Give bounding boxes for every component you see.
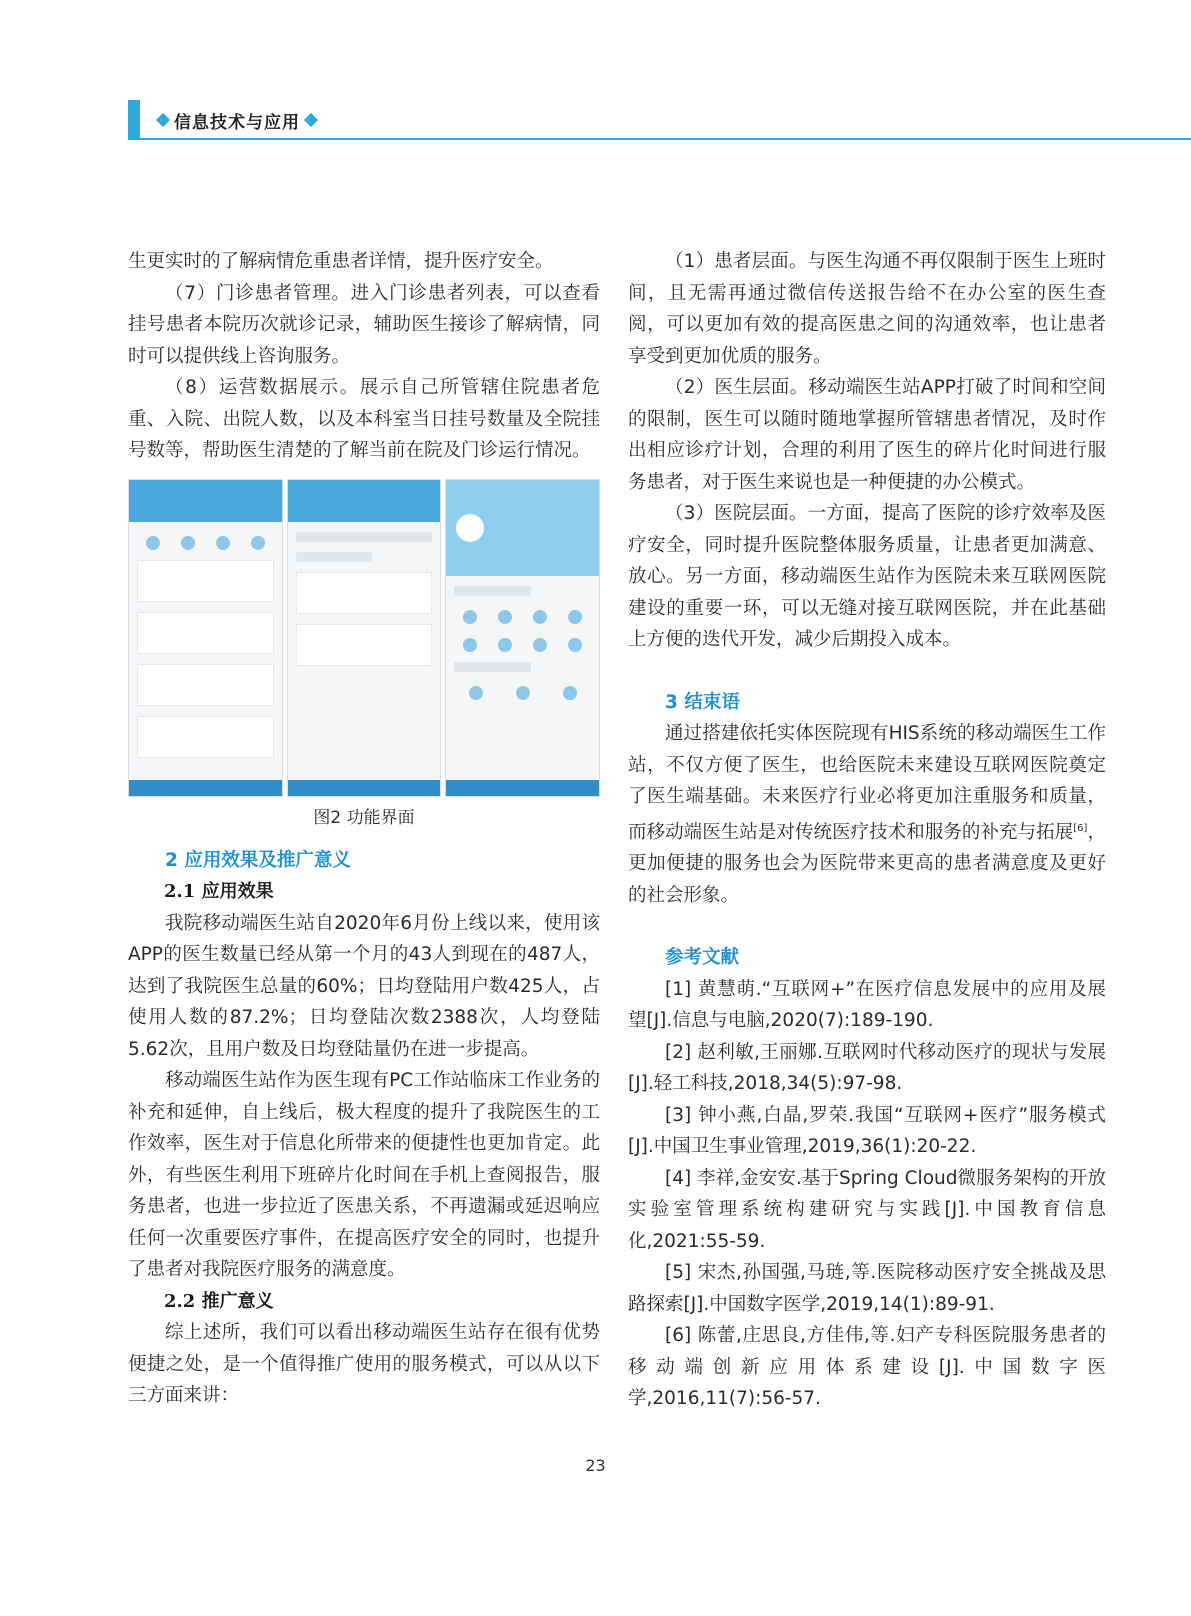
paragraph: 我院移动端医生站自2020年6月份上线以来，使用该APP的医生数量已经从第一个月的43人到现在的487人，达到了我院医生总量的60%；日均登陆用户数425人，占使用人数的87.2%；日均登陆次数2388次，人均登陆5.62次，且用户数及日均登陆量仍在进一步提高。	[128, 912, 600, 1060]
function-icon	[533, 638, 547, 652]
shortcut-icon	[146, 536, 160, 550]
reference-item: [5] 宋杰,孙国强,马琏,等.医院移动医疗安全挑战及思路探索[J].中国数字医学,2019,14(1):89-91.	[628, 1262, 1106, 1315]
reference-item: [2] 赵利敏,王丽娜.互联网时代移动医疗的现状与发展[J].轻工科技,2018,34(5):97-98.	[628, 1041, 1106, 1095]
function-icon	[463, 610, 477, 624]
figure-caption: 图2 功能界面	[313, 807, 415, 828]
reference-item: [6] 陈蕾,庄思良,方佳伟,等.妇产专科医院服务患者的移动端创新应用体系建设[J].中国数字医学,2016,11(7):56-57.	[628, 1325, 1106, 1410]
shortcut-icon	[181, 536, 195, 550]
subsection-heading: 2.2 推广意义	[164, 1290, 274, 1312]
patient-card	[296, 624, 433, 666]
citation-mark: [6]	[1073, 822, 1088, 834]
function-icon	[469, 686, 483, 700]
avatar	[456, 514, 484, 542]
stat-card	[137, 560, 274, 602]
function-icons	[452, 610, 593, 624]
function-icon	[568, 610, 582, 624]
paragraph: 综上述所，我们可以看出移动端医生站存在很有优势便捷之处，是一个值得推广使用的服务模式，可以从以下三方面来讲：	[128, 1322, 600, 1406]
section-heading: 3 结束语	[665, 691, 740, 713]
header-title-wrap	[152, 106, 322, 134]
stat-card	[137, 612, 274, 654]
paragraph: （7）门诊患者管理。进入门诊患者列表，可以查看挂号患者本院历次就诊记录，辅助医生接诊了解病情，同时可以提供线上咨询服务。	[128, 282, 600, 367]
shortcut-icon	[251, 536, 265, 550]
phone-screen-profile	[445, 479, 600, 797]
diamond-icon	[156, 113, 170, 127]
subsection-heading: 2.1 应用效果	[164, 881, 274, 902]
patient-card	[296, 572, 433, 614]
paragraph: 生更实时的了解病情危重患者详情，提升医疗安全。	[128, 251, 554, 272]
paragraph	[628, 718, 1106, 911]
function-icons	[452, 686, 593, 700]
reference-item: [4] 李祥,金安安.基于Spring Cloud微服务架构的开放实验室管理系统构建研究与实践[J].中国教育信息化,2021:55-59.	[628, 1167, 1106, 1252]
paragraph: 移动端医生站作为医生现有PC工作站临床工作业务的补充和延伸，自上线后，极大程度的提升了我院医生的工作效率，医生对于信息化所带来的便捷性也更加肯定。此外，有些医生利用下班碎片化时间在手机上查阅报告，服务患者，也进一步拉近了医患关系，不再遗漏或延迟响应任何一次重要医疗事件，在提高医疗安全的同时，也提升了患者对我院医疗服务的满意度。	[128, 1070, 600, 1280]
function-icon	[533, 610, 547, 624]
stat-card	[137, 716, 274, 758]
function-icon	[463, 638, 477, 652]
profile-hero	[446, 480, 599, 576]
app-header	[288, 480, 441, 522]
reference-item: [1] 黄慧萌.“互联网+”在医疗信息发展中的应用及展望[J].信息与电脑,2020(7):189-190.	[628, 978, 1106, 1032]
right-column	[628, 246, 1106, 1415]
section-heading: 2 应用效果及推广意义	[165, 849, 351, 871]
function-icon	[498, 638, 512, 652]
references-heading: 参考文献	[665, 947, 740, 969]
phone-screen-home	[128, 479, 283, 797]
list-line	[296, 552, 372, 562]
paragraph: （1）患者层面。与医生沟通不再仅限制于医生上班时间，且无需再通过微信传送报告给不在办公室的医生查阅，可以更加有效的提高医患之间的沟通效率，也让患者享受到更加优质的服务。	[628, 251, 1106, 367]
tab-row	[296, 532, 433, 542]
header-rule	[140, 138, 1191, 140]
section-label	[454, 662, 530, 672]
section-title: 信息技术与应用	[174, 112, 300, 133]
page-number: 23	[585, 1456, 606, 1475]
header-accent-bar	[128, 100, 140, 140]
function-icon	[568, 638, 582, 652]
phone-screen-patients	[287, 479, 442, 797]
paragraph: （8）运营数据展示。展示自己所管辖住院患者危重、入院、出院人数，以及本科室当日挂号数量及全院挂号数等，帮助医生清楚的了解当前在院及门诊运行情况。	[128, 377, 600, 461]
bottom-nav	[446, 780, 599, 796]
diamond-icon	[304, 113, 318, 127]
app-header	[129, 480, 282, 522]
paragraph: （3）医院层面。一方面，提高了医院的诊疗效率及医疗安全，同时提升医院整体服务质量，让患者更加满意、放心。另一方面，移动端医生站作为医院未来互联网医院建设的重要一环，可以无缝对接互联网医院，并在此基础上方便的迭代开发，减少后期投入成本。	[628, 503, 1106, 650]
shortcut-icon	[216, 536, 230, 550]
figure-screenshots	[128, 479, 600, 797]
left-column	[128, 246, 600, 1412]
function-icon	[516, 686, 530, 700]
bottom-nav	[288, 780, 441, 796]
function-icon	[563, 686, 577, 700]
shortcut-icons	[135, 536, 276, 550]
function-icons	[452, 638, 593, 652]
section-label	[454, 586, 530, 596]
function-icon	[498, 610, 512, 624]
reference-item: [3] 钟小燕,白晶,罗荣.我国“互联网+医疗”服务模式[J].中国卫生事业管理,2019,36(1):20-22.	[628, 1104, 1106, 1158]
paragraph: （2）医生层面。移动端医生站APP打破了时间和空间的限制，医生可以随时随地掌握所管辖患者情况，及时作出相应诊疗计划，合理的利用了医生的碎片化时间进行服务患者，对于医生来说也是一种便捷的办公模式。	[628, 377, 1106, 493]
paragraph-text: ，更加便捷的服务也会为医院带来更高的患者满意度及更好的社会形象。	[628, 821, 1106, 906]
bottom-nav	[129, 780, 282, 796]
running-header	[128, 100, 1191, 140]
stat-card	[137, 664, 274, 706]
paragraph-text: 通过搭建依托实体医院现有HIS系统的移动端医生工作站，不仅方便了医生，也给医院未来建设互联网医院奠定了医生端基础。未来医疗行业必将更加注重服务和质量，而移动端医生站是对传统医疗技术和服务的补充与拓展	[628, 723, 1106, 843]
